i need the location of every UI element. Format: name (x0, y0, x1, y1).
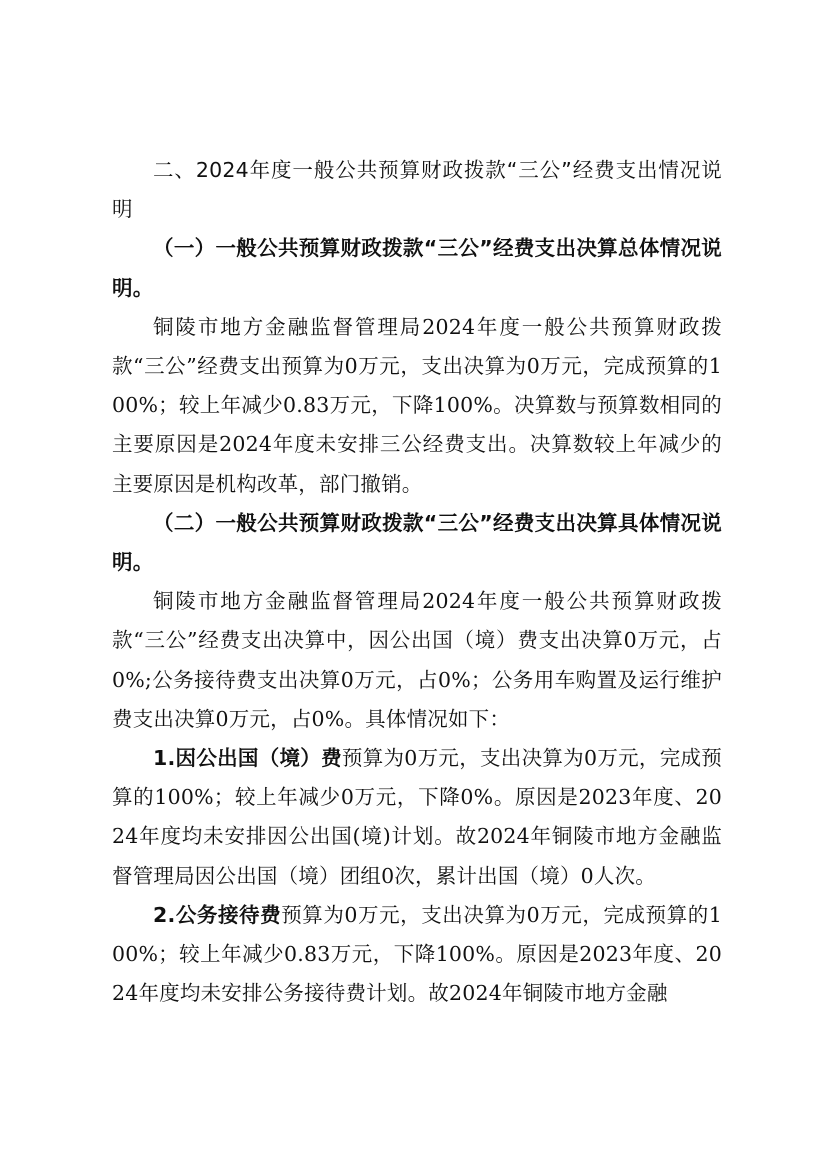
item-1-lead: 1.因公出国（境）费 (153, 746, 342, 771)
subsection-2-heading: （二）一般公共预算财政拨款“三公”经费支出决算具体情况说明。 (112, 510, 722, 575)
section-heading: 二、2024年度一般公共预算财政拨款“三公”经费支出情况说明 (112, 158, 722, 222)
subsection-1-heading: （一）一般公共预算财政拨款“三公”经费支出决算总体情况说明。 (112, 236, 722, 300)
document-body (112, 151, 722, 1013)
subsection-2-paragraph: 铜陵市地方金融监督管理局2024年度一般公共预算财政拨款“三公”经费支出决算中，因公出国（境）费支出决算0万元，占0%;公务接待费支出决算0万元，占0%；公务用车购置及运行维护费支出决算0万元，占0%。具体情况如下： (112, 589, 722, 731)
item-2-text: 预算为0万元，支出决算为0万元，完成预算的100%；较上年减少0.83万元，下降100%。原因是2023年度、2024年度均未安排公务接待费计划。故2024年铜陵市地方金融 (112, 902, 723, 1006)
item-2-lead: 2.公务接待费 (153, 902, 282, 927)
item-1-text: 预算为0万元，支出决算为0万元，完成预算的100%；较上年减少0万元，下降0%。原因是2023年度、2024年度均未安排因公出国(境)计划。故2024年铜陵市地方金融监督管理局因公出国（境）团组0次，累计出国（境）0人次。 (112, 746, 722, 888)
item-2-paragraph (112, 896, 722, 1014)
item-1-paragraph (112, 739, 722, 896)
subsection-1-paragraph: 铜陵市地方金融监督管理局2024年度一般公共预算财政拨款“三公”经费支出预算为0万元，支出决算为0万元，完成预算的100%；较上年减少0.83万元，下降100%。决算数与预算数相同的主要原因是2024年度未安排三公经费支出。决算数较上年减少的主要原因是机构改革，部门撤销。 (112, 314, 722, 496)
